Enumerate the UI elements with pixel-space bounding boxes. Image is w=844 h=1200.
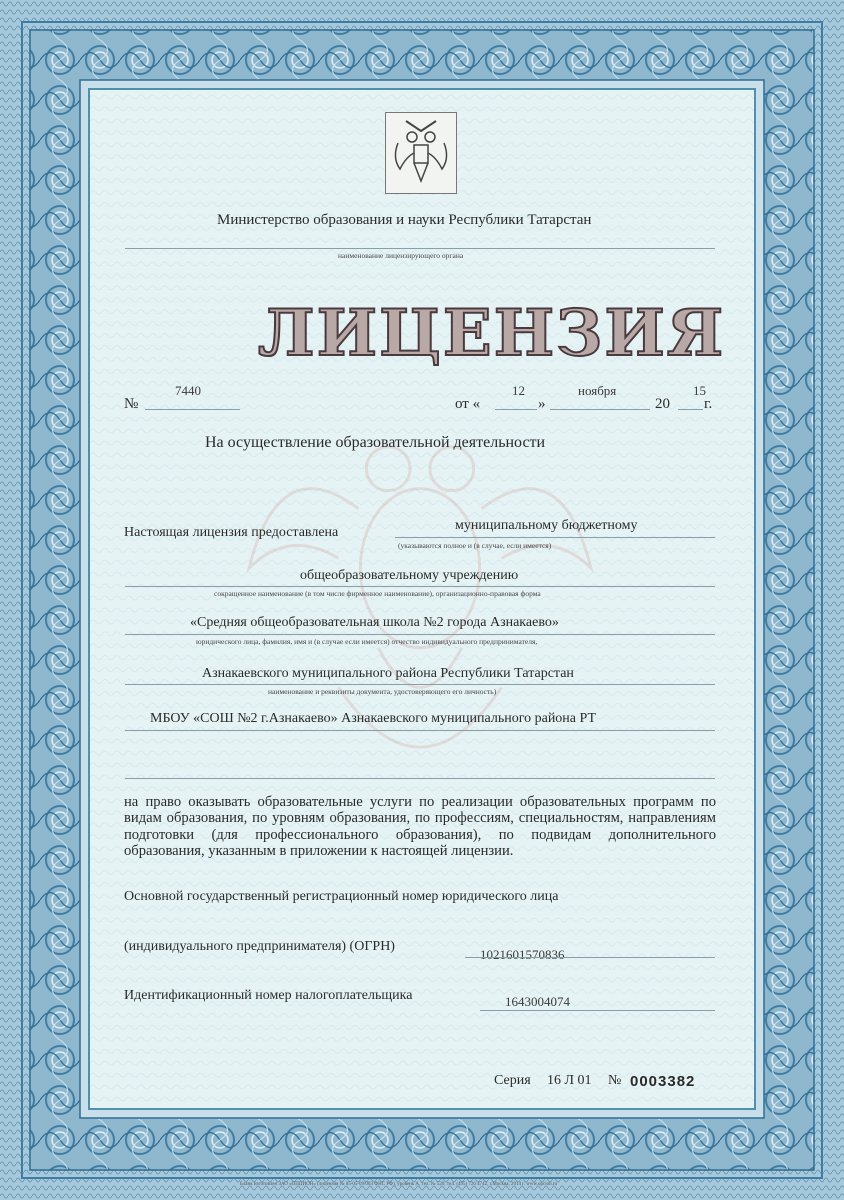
grantee-underline-1 [395,537,715,538]
issuer-underline [125,248,715,249]
ogrn-underline [465,957,715,958]
grantee-underline-2 [125,586,715,587]
grantee-line-3: «Средняя общеобразовательная школа №2 города Азнакаево» [190,615,559,630]
license-number-label: № [124,396,139,412]
background-eagle-watermark [90,90,754,1108]
license-month: ноября [578,383,617,398]
ogrn-label-line-1: Основной государственный регистрационный номер юридического лица [124,889,559,904]
grantee-underline-3 [125,634,715,635]
inn-label: Идентификационный номер налогоплательщика [124,988,413,1003]
grantee-caption-4: наименование и реквизиты документа, удостоверяющего его личность) [268,687,497,696]
month-underline [550,409,650,410]
double-headed-eagle-icon [386,113,456,193]
grantee-underline-5 [125,730,715,731]
serial-number-label: № [608,1073,622,1088]
year-suffix: 15 [693,383,706,398]
grantee-caption-3: юридического лица, фамилия, имя и (в случае если имеется) отчество индивидуального предпринимателя, [196,637,538,646]
date-from-label: от « [455,396,481,412]
inn-underline [480,1010,715,1011]
day-underline [495,409,537,410]
grantee-underline-6 [125,778,715,779]
year-abbr: г. [704,396,713,412]
license-purpose: На осуществление образовательной деятельности [205,434,546,451]
date-close-quote: » [538,396,546,412]
issuer-name: Министерство образования и науки Республики Татарстан [217,212,592,228]
ogrn-value: 1021601570836 [480,947,565,962]
grantee-line-1: муниципальному бюджетному [455,518,638,533]
grantee-line-2: общеобразовательному учреждению [300,568,519,583]
grantee-line-4: Азнакаевского муниципального района Республики Татарстан [202,666,574,681]
year-underline [678,409,703,410]
grantee-underline-4 [125,684,715,685]
grantee-caption-1: (указываются полное и (в случае, если имеется) [398,541,552,550]
ogrn-label-line-2: (индивидуального предпринимателя) (ОГРН) [124,939,395,954]
year-prefix: 20 [655,396,670,412]
series-value: 16 Л 01 [547,1073,592,1088]
document-title: ЛИЦЕНЗИЯ [258,296,726,371]
serial-number: 0003382 [630,1073,696,1090]
printer-footer: Бланк изготовлен ЗАО «ОПЦИОН» (лицензия № 05-05-09/003 ФНС РФ), уровень А, тел. № 520, тел. (495) 726 4742, г.Москва, 2014 г. www.opcion.ru [240,1182,558,1187]
grantee-line-5: МБОУ «СОШ №2 г.Азнакаево» Азнакаевского муниципального района РТ [150,711,597,726]
rights-paragraph: на право оказывать образовательные услуги по реализации образовательных программ по видам образования, по уровням образования, по профессиям, специальностям, направлениям подготовки (для профессионального образования), по подвидам дополнительного образования, указанным в приложении к настоящей лицензии. [124,794,716,859]
coat-of-arms-emblem [385,112,457,194]
grantee-caption-2: сокращенное наименование (в том числе фирменное наименование), организационно-правовая форма [214,589,541,598]
license-day: 12 [512,383,525,398]
license-number-underline [145,409,240,410]
series-label: Серия [494,1073,531,1088]
grantee-label: Настоящая лицензия предоставлена [124,525,339,540]
issuer-caption: наименование лицензирующего органа [338,251,464,260]
license-number: 7440 [175,383,201,398]
inn-value: 1643004074 [505,994,570,1009]
